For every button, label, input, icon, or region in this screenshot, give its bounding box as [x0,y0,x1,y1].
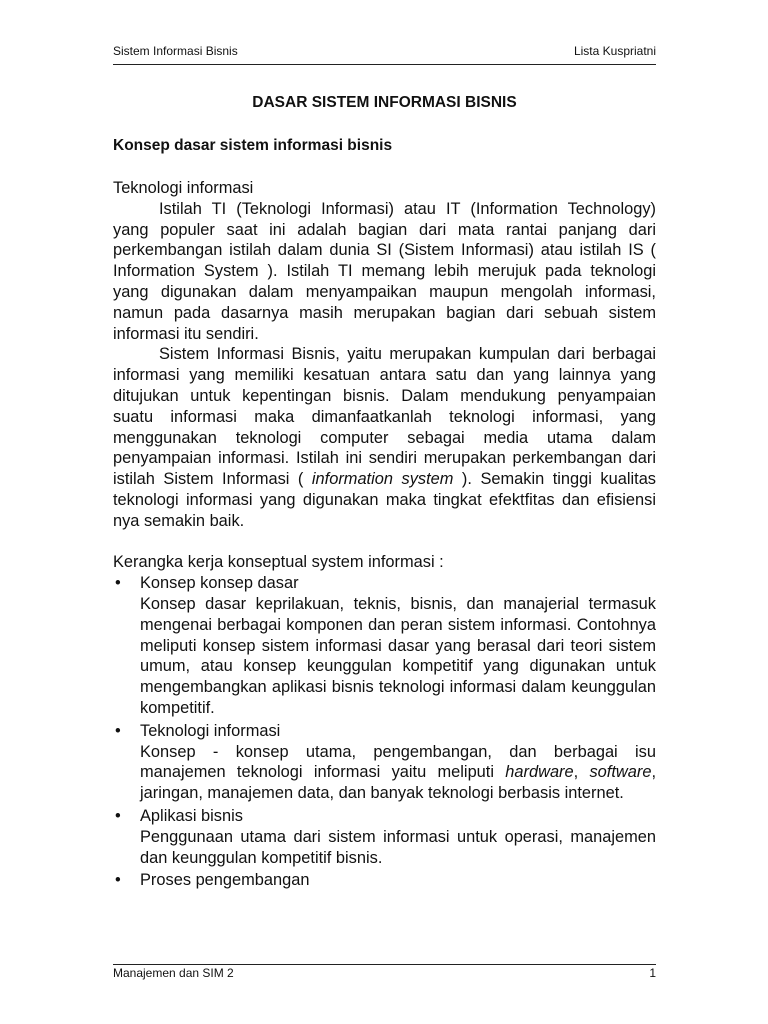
paragraph-gap [113,532,656,553]
header-rule [113,64,656,65]
section-title: Konsep dasar sistem informasi bisnis [113,137,393,154]
header-right-text: Lista Kuspriatni [573,44,656,58]
paragraph-2 [113,344,656,531]
paragraph-1: Istilah TI (Teknologi Informasi) atau IT (Information Technology) yang populer saat ini adalah bagian dari mata rantai panjang dari perkembangan istilah dalam dunia SI (Sistem Informasi) atau istilah IS ( Information System ). Istilah TI memang lebih merujuk pada teknologi yang digunakan dalam menyampaikan maupun mengolah informasi, namun pada dasarnya masih merupakan bagian dari sebuah sistem informasi itu sendiri. [113,199,656,343]
list-item-title: Aplikasi bisnis [140,806,243,825]
list-item [113,721,656,804]
list-item-desc: Konsep dasar keprilakuan, teknis, bisnis, dan manajerial termasuk mengenai berbagai komponen dan peran sistem informasi. Contohnya meliputi konsep sistem informasi dasar yang berasal dari teori sistem umum, atau konsep keunggulan kompetitif yang digunakan untuk mengembangkan aplikasi bisnis teknologi informasi dalam keunggulan kompetitif. [140,594,656,717]
term-separator: , [573,763,590,782]
header-left-text: Sistem Informasi Bisnis [113,44,238,58]
subheading: Teknologi informasi [113,179,254,197]
footer-left-text: Manajemen dan SIM 2 [113,966,234,980]
running-header [113,44,656,58]
paragraph-2-text-a: Sistem Informasi Bisnis, yaitu merupakan kumpulan dari berbagai informasi yang memiliki kesatuan antara satu dan yang lainnya yang ditujukan untuk kepentingan bisnis. Dalam mendukung penyampaian suatu informasi maka dimanfaatkanlah teknologi informasi, yang menggunakan teknologi computer sebagai media utama dalam penyampaian informasi. Istilah ini sendiri merupakan perkembangan dari istilah Sistem Informasi ( [113,345,656,489]
list-item-desc: Penggunaan utama dari sistem informasi untuk operasi, manajemen dan keunggulan kompetitif bisnis. [140,827,656,867]
paragraph-2-italic: information system [311,470,454,489]
footer-rule [113,964,656,965]
list-item [113,573,656,719]
bullet-icon: • [115,871,121,890]
bullet-icon: • [115,721,121,740]
software-term: software [589,763,652,782]
list-item [113,806,656,868]
list-item-title: Konsep konsep dasar [140,574,299,593]
list-item-title: Proses pengembangan [140,871,310,890]
framework-list [113,573,656,891]
framework-intro: Kerangka kerja konseptual system informasi : [113,553,444,572]
list-item-title: Teknologi informasi [140,721,281,740]
page-number: 1 [649,966,656,980]
bullet-icon: • [115,574,121,593]
list-item [113,870,656,891]
page-title: DASAR SISTEM INFORMASI BISNIS [252,94,517,111]
running-footer [113,966,656,980]
paragraph-2-text-b: ). Semakin tinggi kualitas teknologi informasi yang digunakan maka tingkat efektfitas dan efisiensi nya semakin baik. [113,470,657,530]
body-content [113,178,656,893]
list-item-desc-text-a: Konsep - konsep utama, pengembangan, dan berbagai isu manajemen teknologi informasi yaitu meliputi [140,742,656,782]
hardware-term: hardware [505,763,574,782]
list-item-desc-text-b: , jaringan, manajemen data, dan banyak teknologi berbasis internet. [140,763,656,803]
bullet-icon: • [115,806,121,825]
list-item-desc [140,742,656,804]
